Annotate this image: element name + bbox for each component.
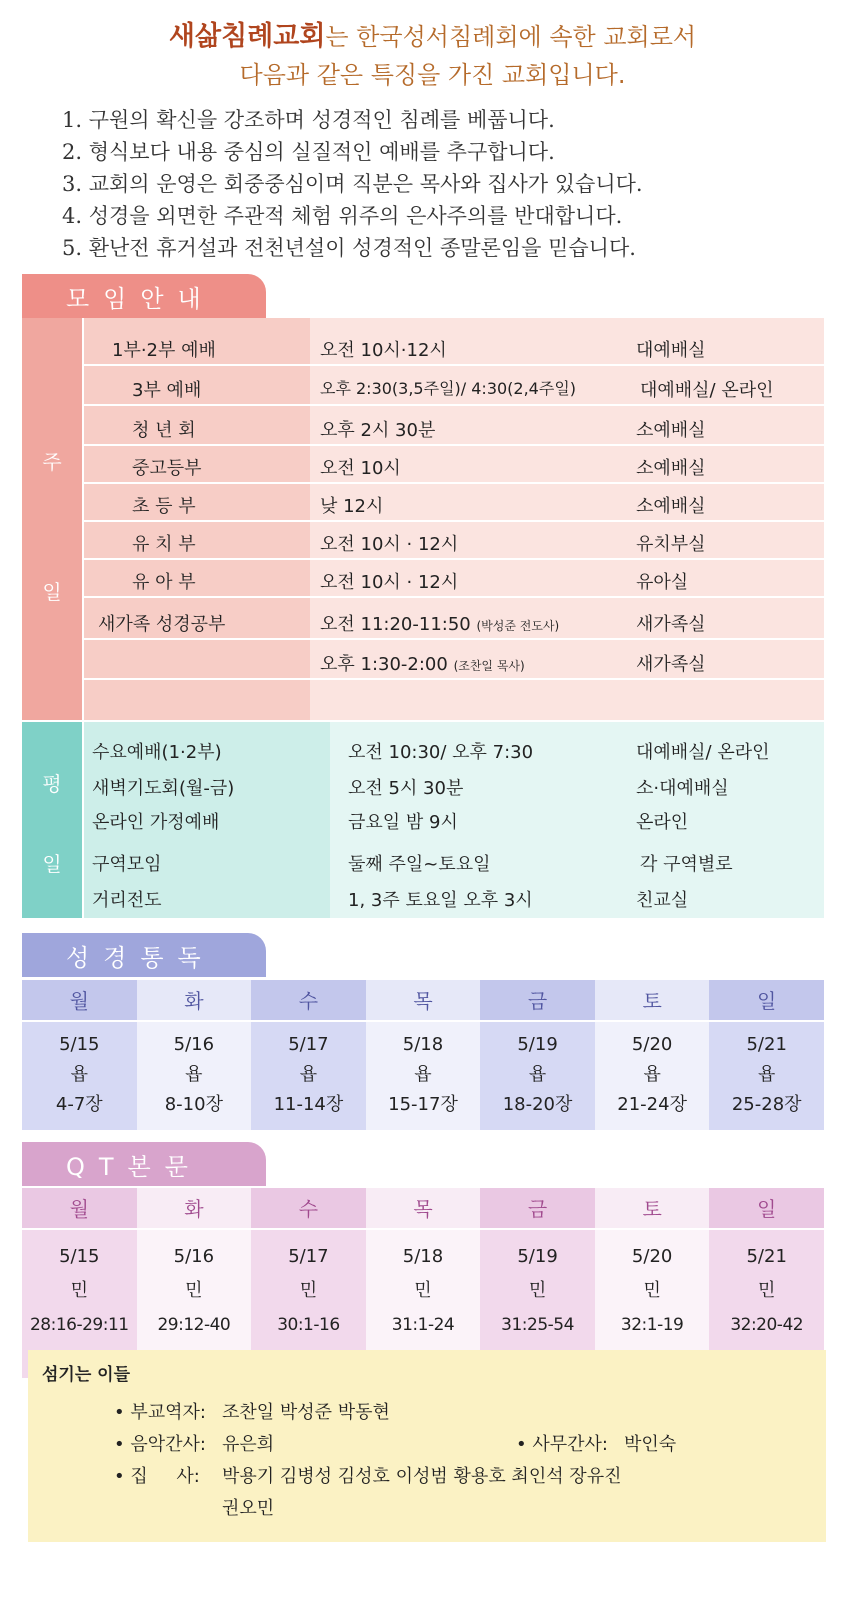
- qt-tab: QT본문: [22, 1142, 266, 1186]
- weekday-row: [84, 800, 824, 838]
- weekday-row: [84, 766, 824, 804]
- sunday-row: [84, 408, 824, 446]
- sunday-row: [84, 446, 824, 484]
- meeting-name: 새벽기도회(월-금): [92, 778, 235, 799]
- meeting-place: 새가족실: [636, 654, 706, 675]
- assistant-pastors-label: • 부교역자:: [114, 1402, 206, 1423]
- meeting-time: 오전 10시: [320, 458, 401, 479]
- qt-date: 5/19: [517, 1246, 558, 1267]
- meeting-name: 초 등 부: [132, 496, 196, 517]
- reading-book: 욥: [528, 1064, 547, 1085]
- reading-book: 욥: [758, 1064, 776, 1085]
- meeting-place: 소·대예배실: [636, 778, 729, 799]
- qt-date: 5/17: [288, 1246, 329, 1267]
- reading-chapters: 25-28장: [731, 1094, 802, 1115]
- reading-chapters: 15-17장: [388, 1094, 458, 1115]
- day-header: 화: [137, 1188, 252, 1230]
- qt-book: 민: [299, 1280, 318, 1301]
- reading-day-column: [137, 980, 252, 1130]
- office-staff-names: 박인숙: [624, 1434, 677, 1455]
- day-header: 금: [480, 980, 595, 1022]
- music-staff-names: 유은희: [222, 1434, 275, 1455]
- feature-item: 5. 환난전 휴거설과 전천년설이 성경적인 종말론임을 믿습니다.: [62, 236, 636, 260]
- reading-day-column: [366, 980, 481, 1130]
- meeting-time: 오전 11:20-11:50 (박성준 전도사): [320, 614, 560, 635]
- day-header: 일: [709, 980, 824, 1022]
- meeting-place: 새가족실: [636, 614, 706, 635]
- reading-date: 5/15: [59, 1034, 100, 1055]
- qt-verses: 32:1-19: [620, 1315, 684, 1335]
- meeting-time: 오후 1:30-2:00 (조찬일 목사): [320, 654, 525, 675]
- office-staff-line: [516, 1430, 676, 1456]
- qt-book: 민: [758, 1280, 776, 1301]
- meeting-place: 유치부실: [636, 534, 706, 555]
- meeting-place: 대예배실: [636, 340, 706, 361]
- music-staff-line: [114, 1430, 274, 1456]
- reading-day-column: [709, 980, 824, 1130]
- day-header: 목: [366, 1188, 481, 1230]
- meeting-name: 구역모임: [92, 854, 162, 875]
- reading-book: 욥: [185, 1064, 203, 1085]
- weekday-label-char: 평: [42, 772, 62, 796]
- sunday-row: [84, 484, 824, 522]
- church-name: 새삶침례교회: [168, 21, 326, 52]
- meeting-name: 유 아 부: [132, 572, 196, 593]
- day-header: 토: [595, 1188, 710, 1230]
- reading-book: 욥: [70, 1064, 88, 1085]
- deacons-line: [114, 1462, 621, 1488]
- meeting-name: 수요예배(1·2부): [92, 742, 222, 763]
- music-staff-label: • 음악간사:: [114, 1434, 206, 1455]
- meeting-place: 소예배실: [636, 496, 706, 517]
- qt-book: 민: [185, 1280, 203, 1301]
- weekday-row: [84, 730, 824, 768]
- day-header: 월: [22, 1188, 137, 1230]
- meeting-place: 소예배실: [636, 420, 706, 441]
- deacons-names: 박용기 김병성 김성호 이성범 황용호 최인석 장유진: [222, 1466, 622, 1487]
- reading-day-column: [251, 980, 366, 1130]
- feature-item: 1. 구원의 확신을 강조하며 성경적인 침례를 베풉니다.: [62, 108, 555, 132]
- meeting-time: 오전 10:30/ 오후 7:30: [348, 742, 534, 763]
- reading-book: 욥: [299, 1064, 318, 1085]
- reading-chapters: 18-20장: [502, 1094, 573, 1115]
- day-header: 토: [595, 980, 710, 1022]
- sunday-row: [84, 642, 824, 680]
- sunday-side-label: [22, 318, 82, 720]
- day-header: 목: [366, 980, 481, 1022]
- reading-date: 5/17: [288, 1034, 329, 1055]
- intro-line-2: 다음과 같은 특징을 가진 교회입니다.: [239, 61, 626, 89]
- meeting-place: 친교실: [636, 890, 689, 911]
- qt-date: 5/16: [173, 1246, 215, 1267]
- reading-date: 5/21: [746, 1034, 787, 1055]
- meeting-time: 오후 2시 30분: [320, 420, 436, 441]
- bible-reading-tab: 성경통독: [22, 933, 266, 977]
- weekday-label-char: 일: [42, 852, 62, 876]
- feature-item: 3. 교회의 운영은 회중중심이며 직분은 목사와 집사가 있습니다.: [62, 172, 643, 196]
- meeting-time: 1, 3주 토요일 오후 3시: [348, 890, 533, 911]
- meeting-guide-tab: 모임안내: [22, 274, 266, 318]
- meeting-time: 오전 10시 · 12시: [320, 534, 459, 555]
- meeting-place: 소예배실: [636, 458, 706, 479]
- meeting-name: 청 년 회: [132, 420, 196, 441]
- reading-book: 욥: [414, 1064, 432, 1085]
- qt-book: 민: [643, 1280, 661, 1301]
- day-header: 화: [137, 980, 252, 1022]
- qt-verses: 31:25-54: [501, 1315, 574, 1335]
- qt-date: 5/18: [402, 1246, 444, 1267]
- qt-verses: 31:1-24: [391, 1315, 455, 1335]
- church-features-list: [62, 104, 852, 264]
- reading-date: 5/20: [631, 1034, 673, 1055]
- reading-day-column: [595, 980, 710, 1130]
- meeting-place: 대예배실/ 온라인: [640, 380, 774, 401]
- intro-line-1: [0, 18, 865, 56]
- qt-date: 5/21: [746, 1246, 787, 1267]
- meeting-time: 금요일 밤 9시: [348, 812, 458, 833]
- sunday-row: [84, 560, 824, 598]
- qt-book: 민: [528, 1280, 547, 1301]
- feature-item: 4. 성경을 외면한 주관적 체험 위주의 은사주의를 반대합니다.: [62, 204, 623, 228]
- sunday-label-char: 일: [42, 580, 62, 604]
- meeting-name: 새가족 성경공부: [98, 614, 226, 635]
- meeting-name: 중고등부: [132, 458, 202, 479]
- day-header: 일: [709, 1188, 824, 1230]
- church-intro: [0, 18, 865, 94]
- day-header: 월: [22, 980, 137, 1022]
- intro-line-1-rest: 는 한국성서침례회에 속한 교회로서: [325, 23, 697, 51]
- meeting-time: 오전 10시·12시: [320, 340, 447, 361]
- assistant-pastors-names: 조찬일 박성준 박동현: [222, 1402, 390, 1423]
- reading-chapters: 11-14장: [273, 1094, 344, 1115]
- sunday-schedule: [22, 318, 824, 720]
- qt-book: 민: [414, 1280, 432, 1301]
- meeting-place: 유아실: [636, 572, 689, 593]
- reading-date: 5/19: [517, 1034, 558, 1055]
- qt-verses: 29:12-40: [157, 1315, 231, 1335]
- reading-day-column: [22, 980, 137, 1130]
- deacons-label: • 집 사:: [114, 1466, 200, 1487]
- meeting-name: 3부 예배: [132, 380, 202, 401]
- servers-box: [28, 1350, 826, 1542]
- servers-title: 섬기는 이들: [42, 1365, 131, 1385]
- day-header: 수: [251, 980, 366, 1022]
- day-header: 금: [480, 1188, 595, 1230]
- sunday-row: [84, 522, 824, 560]
- weekday-schedule: [22, 722, 824, 918]
- assistant-pastors-line: [114, 1398, 390, 1424]
- reading-chapters: 21-24장: [617, 1094, 687, 1115]
- weekday-row: [84, 842, 824, 880]
- reading-day-column: [480, 980, 595, 1130]
- day-header: 수: [251, 1188, 366, 1230]
- meeting-time: 오후 2:30(3,5주일)/ 4:30(2,4주일): [320, 379, 577, 398]
- reading-book: 욥: [643, 1064, 661, 1085]
- sunday-row: [84, 602, 824, 640]
- meeting-time: 둘째 주일~토요일: [348, 854, 491, 875]
- weekday-side-label: [22, 722, 82, 918]
- qt-verses: 28:16-29:11: [29, 1315, 129, 1335]
- feature-item: 2. 형식보다 내용 중심의 실질적인 예배를 추구합니다.: [62, 140, 555, 164]
- meeting-place: 대예배실/ 온라인: [636, 742, 770, 763]
- meeting-time: 오전 10시 · 12시: [320, 572, 459, 593]
- meeting-time: 낮 12시: [320, 496, 384, 517]
- meeting-place: 각 구역별로: [640, 854, 733, 875]
- qt-book: 민: [70, 1280, 88, 1301]
- meeting-name: 1부·2부 예배: [112, 340, 216, 361]
- qt-date: 5/20: [631, 1246, 673, 1267]
- weekday-row: [84, 878, 824, 916]
- meeting-place: 온라인: [636, 812, 689, 833]
- meeting-name: 온라인 가정예배: [92, 812, 220, 833]
- qt-verses: 32:20-42: [730, 1315, 804, 1335]
- sunday-label-char: 주: [42, 450, 62, 474]
- reading-date: 5/18: [402, 1034, 444, 1055]
- meeting-name: 유 치 부: [132, 534, 196, 555]
- meeting-time: 오전 5시 30분: [348, 778, 464, 799]
- reading-date: 5/16: [173, 1034, 215, 1055]
- reading-chapters: 4-7장: [55, 1094, 103, 1115]
- meeting-name: 거리전도: [92, 890, 162, 911]
- reading-chapters: 8-10장: [164, 1094, 223, 1115]
- sunday-row: [84, 368, 824, 406]
- qt-date: 5/15: [59, 1246, 100, 1267]
- deacons-line-2: 권오민: [222, 1498, 275, 1519]
- bible-reading-table: [22, 980, 824, 1130]
- qt-verses: 30:1-16: [277, 1315, 340, 1335]
- sunday-row: [84, 328, 824, 366]
- office-staff-label: • 사무간사:: [516, 1434, 608, 1455]
